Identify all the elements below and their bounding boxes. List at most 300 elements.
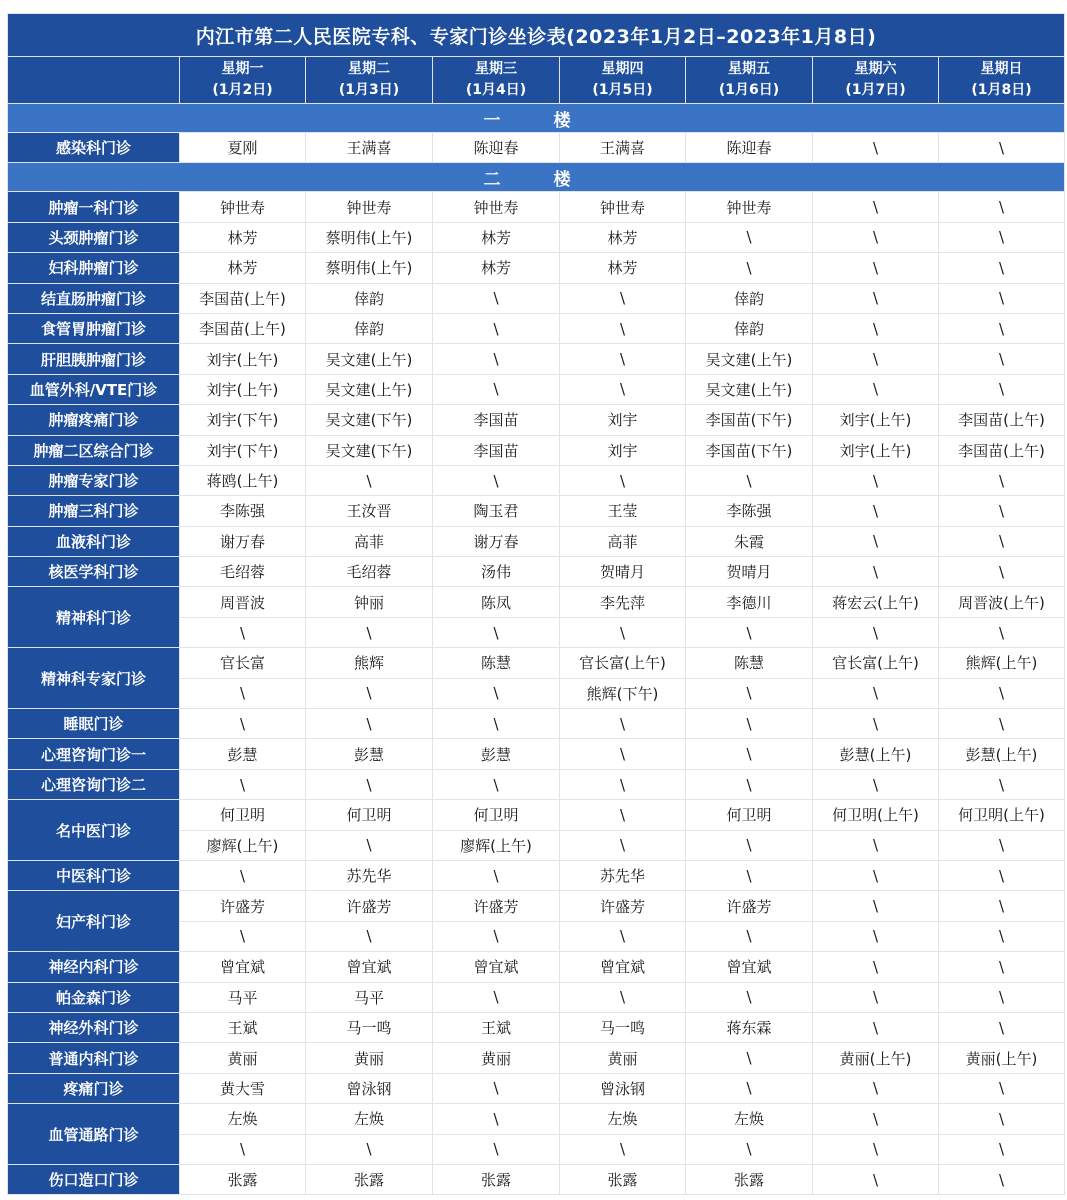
doctor-cell: \ — [813, 526, 939, 556]
doctor-cell: 蔡明伟(上午) — [306, 253, 433, 283]
table-row — [8, 526, 1065, 556]
doctor-cell: \ — [686, 921, 813, 951]
doctor-cell: 廖辉(上午) — [180, 830, 306, 860]
doctor-cell: \ — [686, 709, 813, 739]
doctor-cell: \ — [939, 830, 1065, 860]
doctor-cell: \ — [306, 830, 433, 860]
day-header — [686, 57, 813, 104]
doctor-cell: \ — [306, 1134, 433, 1164]
doctor-cell: 林芳 — [433, 253, 560, 283]
doctor-cell: \ — [813, 921, 939, 951]
doctor-cell: 林芳 — [560, 253, 686, 283]
date-label: (1月2日) — [212, 82, 273, 98]
doctor-cell: 林芳 — [180, 222, 306, 252]
doctor-cell: 刘宇(上午) — [813, 435, 939, 465]
doctor-cell: \ — [939, 1073, 1065, 1103]
doctor-cell: \ — [306, 769, 433, 799]
department-name: 精神科门诊 — [8, 587, 180, 648]
doctor-cell: 李国苗(上午) — [939, 405, 1065, 435]
doctor-cell: \ — [560, 617, 686, 647]
doctor-cell: 何卫明 — [180, 800, 306, 830]
doctor-cell: \ — [686, 769, 813, 799]
schedule-table — [7, 13, 1065, 1195]
doctor-cell: \ — [560, 709, 686, 739]
doctor-cell: 吴文建(下午) — [306, 435, 433, 465]
doctor-cell: \ — [813, 1104, 939, 1134]
doctor-cell: 贺晴月 — [686, 557, 813, 587]
doctor-cell: \ — [560, 283, 686, 313]
department-name: 伤口造口门诊 — [8, 1164, 180, 1194]
department-name: 血管外科/VTE门诊 — [8, 374, 180, 404]
day-header — [306, 57, 433, 104]
table-row — [8, 952, 1065, 982]
table-row — [8, 1012, 1065, 1042]
doctor-cell: 何卫明(上午) — [939, 800, 1065, 830]
doctor-cell: 许盛芳 — [180, 891, 306, 921]
day-header — [560, 57, 686, 104]
doctor-cell: \ — [939, 860, 1065, 890]
doctor-cell: 钟世寿 — [560, 192, 686, 222]
doctor-cell: 刘宇(上午) — [180, 374, 306, 404]
doctor-cell: 官长富 — [180, 648, 306, 678]
doctor-cell: 蒋宏云(上午) — [813, 587, 939, 617]
doctor-cell: 马平 — [306, 982, 433, 1012]
table-row — [8, 253, 1065, 283]
day-header — [180, 57, 306, 104]
doctor-cell: \ — [939, 496, 1065, 526]
doctor-cell: \ — [686, 1073, 813, 1103]
weekday-label: 星期日 — [980, 61, 1023, 77]
doctor-cell: 左焕 — [180, 1104, 306, 1134]
doctor-cell: 许盛芳 — [560, 891, 686, 921]
doctor-cell: 熊辉 — [306, 648, 433, 678]
doctor-cell: \ — [306, 709, 433, 739]
doctor-cell: \ — [813, 678, 939, 708]
table-row — [8, 465, 1065, 495]
doctor-cell: 李国苗 — [433, 405, 560, 435]
doctor-cell: 吴文建(上午) — [306, 374, 433, 404]
doctor-cell: 汤伟 — [433, 557, 560, 587]
doctor-cell: 周晋波 — [180, 587, 306, 617]
doctor-cell: 陶玉君 — [433, 496, 560, 526]
doctor-cell: 黄丽 — [306, 1043, 433, 1073]
doctor-cell: 李国苗(下午) — [686, 435, 813, 465]
department-name: 血管通路门诊 — [8, 1104, 180, 1165]
doctor-cell: \ — [939, 921, 1065, 951]
doctor-cell: \ — [939, 133, 1065, 163]
table-row — [8, 496, 1065, 526]
table-row — [8, 344, 1065, 374]
doctor-cell: \ — [686, 739, 813, 769]
doctor-cell: 彭慧(上午) — [813, 739, 939, 769]
doctor-cell: \ — [813, 1164, 939, 1194]
doctor-cell: \ — [560, 1134, 686, 1164]
doctor-cell: 谢万春 — [180, 526, 306, 556]
doctor-cell: \ — [180, 769, 306, 799]
doctor-cell: 倖韵 — [686, 283, 813, 313]
department-name: 名中医门诊 — [8, 800, 180, 861]
doctor-cell: \ — [813, 496, 939, 526]
table-row — [8, 648, 1065, 678]
doctor-cell: 高菲 — [560, 526, 686, 556]
doctor-cell: 曾泳钢 — [306, 1073, 433, 1103]
doctor-cell: 黄丽(上午) — [813, 1043, 939, 1073]
doctor-cell: 王斌 — [180, 1012, 306, 1042]
doctor-cell: 廖辉(上午) — [433, 830, 560, 860]
doctor-cell: \ — [433, 1104, 560, 1134]
doctor-cell: \ — [813, 617, 939, 647]
doctor-cell: 曾泳钢 — [560, 1073, 686, 1103]
doctor-cell: 吴文建(上午) — [686, 374, 813, 404]
doctor-cell: 刘宇 — [560, 405, 686, 435]
doctor-cell: \ — [433, 921, 560, 951]
doctor-cell: \ — [180, 921, 306, 951]
doctor-cell: 李先萍 — [560, 587, 686, 617]
department-name: 肿瘤三科门诊 — [8, 496, 180, 526]
floor-row — [8, 104, 1065, 133]
doctor-cell: \ — [813, 313, 939, 343]
department-name: 头颈肿瘤门诊 — [8, 222, 180, 252]
department-name: 血液科门诊 — [8, 526, 180, 556]
doctor-cell: 钟世寿 — [180, 192, 306, 222]
doctor-cell: 蒋鸥(上午) — [180, 465, 306, 495]
doctor-cell: \ — [939, 557, 1065, 587]
doctor-cell: \ — [560, 313, 686, 343]
doctor-cell: \ — [560, 465, 686, 495]
doctor-cell: \ — [939, 982, 1065, 1012]
department-name: 普通内科门诊 — [8, 1043, 180, 1073]
weekday-label: 星期二 — [348, 61, 390, 77]
title-row — [8, 14, 1065, 57]
doctor-cell: 贺晴月 — [560, 557, 686, 587]
day-header — [433, 57, 560, 104]
doctor-cell: \ — [939, 1164, 1065, 1194]
table-row — [8, 374, 1065, 404]
doctor-cell: \ — [306, 678, 433, 708]
doctor-cell: \ — [433, 769, 560, 799]
doctor-cell: 黄大雪 — [180, 1073, 306, 1103]
doctor-cell: \ — [939, 678, 1065, 708]
doctor-cell: \ — [433, 465, 560, 495]
department-name: 神经外科门诊 — [8, 1012, 180, 1042]
table-row — [8, 1104, 1065, 1134]
doctor-cell: 马平 — [180, 982, 306, 1012]
doctor-cell: 夏刚 — [180, 133, 306, 163]
doctor-cell: \ — [813, 860, 939, 890]
weekday-label: 星期六 — [854, 61, 897, 77]
doctor-cell: 彭慧 — [433, 739, 560, 769]
doctor-cell: \ — [433, 860, 560, 890]
doctor-cell: \ — [433, 617, 560, 647]
doctor-cell: 左焕 — [686, 1104, 813, 1134]
doctor-cell: \ — [180, 617, 306, 647]
doctor-cell: \ — [433, 982, 560, 1012]
department-name: 感染科门诊 — [8, 133, 180, 163]
department-name: 心理咨询门诊二 — [8, 769, 180, 799]
doctor-cell: \ — [686, 860, 813, 890]
doctor-cell: \ — [560, 830, 686, 860]
doctor-cell: 李德川 — [686, 587, 813, 617]
table-row — [8, 192, 1065, 222]
doctor-cell: 陈凤 — [433, 587, 560, 617]
department-name: 帕金森门诊 — [8, 982, 180, 1012]
doctor-cell: 何卫明 — [686, 800, 813, 830]
doctor-cell: 吴文建(下午) — [306, 405, 433, 435]
doctor-cell: \ — [813, 769, 939, 799]
doctor-cell: 左焕 — [560, 1104, 686, 1134]
doctor-cell: \ — [813, 1134, 939, 1164]
doctor-cell: \ — [686, 1134, 813, 1164]
doctor-cell: 毛绍蓉 — [180, 557, 306, 587]
doctor-cell: \ — [560, 344, 686, 374]
doctor-cell: 黄丽 — [433, 1043, 560, 1073]
doctor-cell: \ — [813, 709, 939, 739]
department-name: 中医科门诊 — [8, 860, 180, 890]
doctor-cell: \ — [180, 678, 306, 708]
doctor-cell: 倖韵 — [306, 283, 433, 313]
weekday-label: 星期四 — [601, 61, 644, 77]
doctor-cell: \ — [813, 283, 939, 313]
doctor-cell: 彭慧 — [180, 739, 306, 769]
doctor-cell: \ — [686, 1043, 813, 1073]
doctor-cell: 李国苗(上午) — [180, 313, 306, 343]
doctor-cell: 曾宜斌 — [180, 952, 306, 982]
table-row — [8, 405, 1065, 435]
department-name: 食管胃肿瘤门诊 — [8, 313, 180, 343]
department-name: 妇产科门诊 — [8, 891, 180, 952]
table-row — [8, 709, 1065, 739]
table-row — [8, 891, 1065, 921]
doctor-cell: \ — [180, 1134, 306, 1164]
doctor-cell: \ — [939, 891, 1065, 921]
doctor-cell: 苏先华 — [306, 860, 433, 890]
doctor-cell: 李国苗 — [433, 435, 560, 465]
doctor-cell: \ — [686, 982, 813, 1012]
doctor-cell: \ — [939, 1134, 1065, 1164]
department-name: 睡眠门诊 — [8, 709, 180, 739]
doctor-cell: 李国苗(上午) — [180, 283, 306, 313]
doctor-cell: 曾宜斌 — [433, 952, 560, 982]
doctor-cell: 何卫明 — [306, 800, 433, 830]
doctor-cell: 熊辉(下午) — [560, 678, 686, 708]
doctor-cell: \ — [939, 1012, 1065, 1042]
department-name: 神经内科门诊 — [8, 952, 180, 982]
doctor-cell: \ — [686, 465, 813, 495]
doctor-cell: \ — [939, 952, 1065, 982]
doctor-cell: \ — [813, 982, 939, 1012]
doctor-cell: \ — [813, 344, 939, 374]
header-corner — [8, 57, 180, 104]
doctor-cell: \ — [813, 374, 939, 404]
doctor-cell: 刘宇(上午) — [813, 405, 939, 435]
doctor-cell: \ — [433, 374, 560, 404]
doctor-cell: \ — [813, 133, 939, 163]
doctor-cell: \ — [813, 952, 939, 982]
doctor-cell: \ — [560, 982, 686, 1012]
table-row — [8, 435, 1065, 465]
doctor-cell: 王满喜 — [560, 133, 686, 163]
doctor-cell: 许盛芳 — [686, 891, 813, 921]
weekday-label: 星期一 — [221, 61, 264, 77]
doctor-cell: 林芳 — [560, 222, 686, 252]
doctor-cell: \ — [939, 253, 1065, 283]
doctor-cell: \ — [433, 1073, 560, 1103]
doctor-cell: \ — [560, 739, 686, 769]
date-label: (1月8日) — [971, 82, 1032, 98]
doctor-cell: 李国苗(上午) — [939, 435, 1065, 465]
doctor-cell: \ — [813, 465, 939, 495]
table-row — [8, 587, 1065, 617]
date-label: (1月5日) — [592, 82, 653, 98]
table-row — [8, 133, 1065, 163]
doctor-cell: 黄丽 — [180, 1043, 306, 1073]
table-row — [8, 283, 1065, 313]
doctor-cell: 李陈强 — [686, 496, 813, 526]
doctor-cell: \ — [939, 526, 1065, 556]
doctor-cell: \ — [686, 222, 813, 252]
schedule-title: 内江市第二人民医院专科、专家门诊坐诊表(2023年1月2日–2023年1月8日) — [8, 14, 1065, 57]
table-row — [8, 1164, 1065, 1194]
table-row — [8, 557, 1065, 587]
doctor-cell: 林芳 — [433, 222, 560, 252]
doctor-cell: 王莹 — [560, 496, 686, 526]
doctor-cell: 张露 — [560, 1164, 686, 1194]
table-row — [8, 800, 1065, 830]
table-row — [8, 222, 1065, 252]
doctor-cell: \ — [433, 1134, 560, 1164]
weekday-label: 星期三 — [475, 61, 517, 77]
doctor-cell: \ — [560, 921, 686, 951]
table-row — [8, 739, 1065, 769]
doctor-cell: 王汝晋 — [306, 496, 433, 526]
doctor-cell: 周晋波(上午) — [939, 587, 1065, 617]
doctor-cell: \ — [433, 344, 560, 374]
table-row — [8, 1073, 1065, 1103]
doctor-cell: 陈慧 — [433, 648, 560, 678]
doctor-cell: \ — [813, 830, 939, 860]
doctor-cell: 曾宜斌 — [686, 952, 813, 982]
doctor-cell: 官长富(上午) — [560, 648, 686, 678]
doctor-cell: 陈迎春 — [433, 133, 560, 163]
weekday-label: 星期五 — [728, 61, 770, 77]
doctor-cell: \ — [939, 1104, 1065, 1134]
doctor-cell: 王满喜 — [306, 133, 433, 163]
doctor-cell: 曾宜斌 — [306, 952, 433, 982]
doctor-cell: 苏先华 — [560, 860, 686, 890]
department-name: 肿瘤疼痛门诊 — [8, 405, 180, 435]
doctor-cell: 张露 — [433, 1164, 560, 1194]
doctor-cell: \ — [939, 769, 1065, 799]
doctor-cell: 许盛芳 — [433, 891, 560, 921]
doctor-cell: 何卫明 — [433, 800, 560, 830]
doctor-cell: 钟世寿 — [433, 192, 560, 222]
doctor-cell: \ — [939, 283, 1065, 313]
doctor-cell: 李国苗(下午) — [686, 405, 813, 435]
doctor-cell: \ — [433, 313, 560, 343]
table-row — [8, 769, 1065, 799]
department-name: 肿瘤二区综合门诊 — [8, 435, 180, 465]
doctor-cell: \ — [686, 617, 813, 647]
doctor-cell: 彭慧(上午) — [939, 739, 1065, 769]
doctor-cell: \ — [939, 344, 1065, 374]
date-label: (1月6日) — [718, 82, 780, 98]
doctor-cell: 刘宇(下午) — [180, 405, 306, 435]
doctor-cell: 吴文建(上午) — [306, 344, 433, 374]
date-label: (1月3日) — [338, 82, 400, 98]
doctor-cell: \ — [686, 678, 813, 708]
doctor-cell: \ — [433, 678, 560, 708]
doctor-cell: 黄丽 — [560, 1043, 686, 1073]
doctor-cell: \ — [433, 283, 560, 313]
department-name: 妇科肿瘤门诊 — [8, 253, 180, 283]
doctor-cell: 谢万春 — [433, 526, 560, 556]
doctor-cell: \ — [939, 313, 1065, 343]
doctor-cell: 彭慧 — [306, 739, 433, 769]
doctor-cell: 曾宜斌 — [560, 952, 686, 982]
doctor-cell: \ — [939, 617, 1065, 647]
table-row — [8, 982, 1065, 1012]
doctor-cell: \ — [813, 253, 939, 283]
doctor-cell: 毛绍蓉 — [306, 557, 433, 587]
doctor-cell: \ — [306, 617, 433, 647]
doctor-cell: 马一鸣 — [306, 1012, 433, 1042]
doctor-cell: \ — [813, 1073, 939, 1103]
doctor-cell: \ — [180, 709, 306, 739]
doctor-cell: 林芳 — [180, 253, 306, 283]
doctor-cell: 张露 — [306, 1164, 433, 1194]
header-row — [8, 57, 1065, 104]
doctor-cell: 陈慧 — [686, 648, 813, 678]
floor-heading: 二 楼 — [8, 163, 1065, 192]
doctor-cell: 张露 — [686, 1164, 813, 1194]
doctor-cell: \ — [686, 830, 813, 860]
doctor-cell: \ — [560, 769, 686, 799]
doctor-cell: 马一鸣 — [560, 1012, 686, 1042]
doctor-cell: 黄丽(上午) — [939, 1043, 1065, 1073]
doctor-cell: 陈迎春 — [686, 133, 813, 163]
doctor-cell: \ — [180, 860, 306, 890]
table-row — [8, 313, 1065, 343]
doctor-cell: \ — [939, 192, 1065, 222]
day-header — [813, 57, 939, 104]
doctor-cell: 李陈强 — [180, 496, 306, 526]
doctor-cell: 官长富(上午) — [813, 648, 939, 678]
doctor-cell: 倖韵 — [306, 313, 433, 343]
doctor-cell: 蔡明伟(上午) — [306, 222, 433, 252]
doctor-cell: 吴文建(上午) — [686, 344, 813, 374]
doctor-cell: \ — [939, 465, 1065, 495]
doctor-cell: 刘宇 — [560, 435, 686, 465]
department-name: 结直肠肿瘤门诊 — [8, 283, 180, 313]
doctor-cell: 朱霞 — [686, 526, 813, 556]
doctor-cell: 许盛芳 — [306, 891, 433, 921]
doctor-cell: 张露 — [180, 1164, 306, 1194]
doctor-cell: 蒋东霖 — [686, 1012, 813, 1042]
doctor-cell: 刘宇(上午) — [180, 344, 306, 374]
doctor-cell: \ — [939, 222, 1065, 252]
doctor-cell: 钟世寿 — [686, 192, 813, 222]
doctor-cell: \ — [686, 253, 813, 283]
doctor-cell: 钟丽 — [306, 587, 433, 617]
doctor-cell: \ — [433, 709, 560, 739]
date-label: (1月7日) — [845, 82, 906, 98]
table-row — [8, 1043, 1065, 1073]
department-name: 精神科专家门诊 — [8, 648, 180, 709]
doctor-cell: \ — [306, 465, 433, 495]
doctor-cell: 何卫明(上午) — [813, 800, 939, 830]
day-header — [939, 57, 1065, 104]
doctor-cell: 高菲 — [306, 526, 433, 556]
